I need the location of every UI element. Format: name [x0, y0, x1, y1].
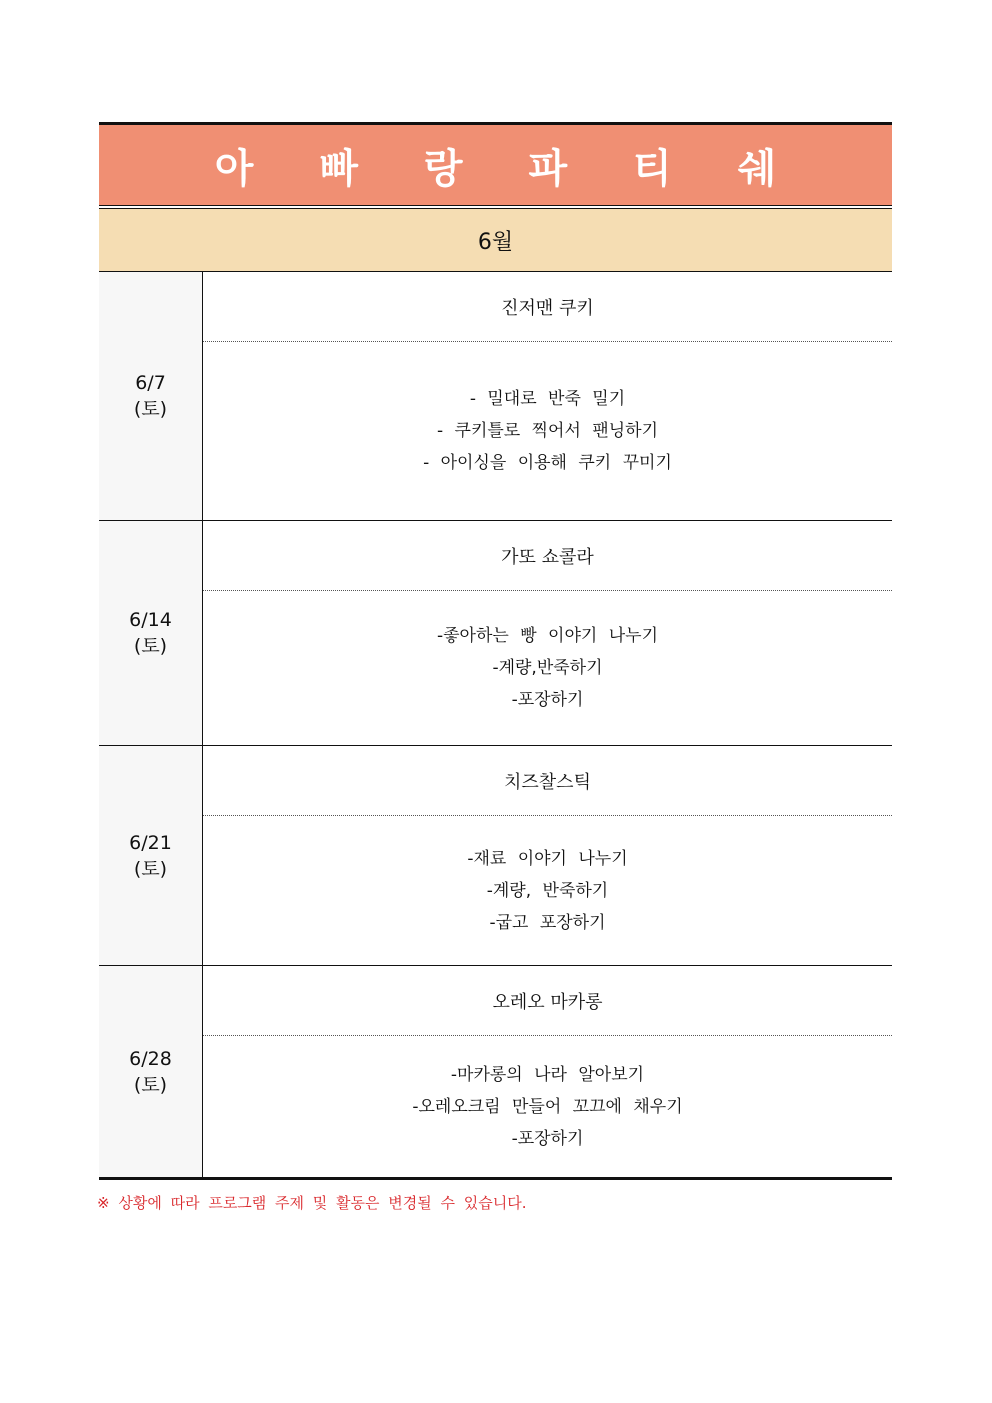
- session-day: (토): [133, 1073, 168, 1096]
- session-activities: [203, 816, 892, 965]
- session-activities: [203, 591, 892, 745]
- activity-item: -굽고 포장하기: [489, 912, 606, 933]
- session-date: 6/21: [129, 831, 172, 854]
- session-date-cell: [99, 966, 203, 1177]
- session-date: 6/28: [129, 1047, 172, 1070]
- session-content: [203, 746, 892, 965]
- page-title: 아 빠 랑 파 티 쉐: [214, 145, 803, 192]
- month-header: [99, 208, 892, 272]
- session-row: [99, 272, 892, 521]
- activity-item: -포장하기: [511, 1128, 584, 1149]
- session-activities: [203, 1036, 892, 1177]
- activity-item: -계량,반죽하기: [492, 658, 603, 678]
- title-bar: [99, 122, 892, 206]
- session-content: [203, 521, 892, 745]
- activity-item: - 쿠키틀로 찍어서 팬닝하기: [437, 421, 658, 441]
- session-date-cell: [99, 272, 203, 520]
- session-row: [99, 521, 892, 746]
- schedule-table: [99, 122, 892, 1180]
- session-date-cell: [99, 521, 203, 745]
- activity-item: - 밀대로 반죽 밀기: [469, 389, 626, 409]
- month-label: 6월: [477, 229, 514, 255]
- activity-item: -좋아하는 빵 이야기 나누기: [437, 626, 658, 646]
- session-content: [203, 966, 892, 1177]
- session-topic: 가또 쇼콜라: [203, 521, 892, 591]
- session-day: (토): [133, 635, 168, 657]
- session-activities: [203, 342, 892, 520]
- session-date: 6/14: [129, 609, 172, 631]
- session-day: (토): [133, 398, 168, 420]
- session-row: [99, 746, 892, 966]
- footnote: ※ 상황에 따라 프로그램 주제 및 활동은 변경될 수 있습니다.: [97, 1194, 527, 1212]
- activity-item: - 아이싱을 이용해 쿠키 꾸미기: [423, 453, 672, 473]
- session-content: [203, 272, 892, 520]
- session-topic: 오레오 마카롱: [203, 966, 892, 1036]
- session-topic: 치즈찰스틱: [203, 746, 892, 816]
- session-day: (토): [133, 857, 168, 880]
- session-topic: 진저맨 쿠키: [203, 272, 892, 342]
- activity-item: -포장하기: [511, 690, 584, 710]
- activity-item: -재료 이야기 나누기: [467, 848, 628, 869]
- session-date: 6/7: [135, 372, 166, 394]
- activity-item: -마카롱의 나라 알아보기: [450, 1064, 645, 1085]
- activity-item: -계량, 반죽하기: [486, 880, 609, 901]
- session-row: [99, 966, 892, 1180]
- session-date-cell: [99, 746, 203, 965]
- activity-item: -오레오크림 만들어 꼬끄에 채우기: [412, 1096, 683, 1117]
